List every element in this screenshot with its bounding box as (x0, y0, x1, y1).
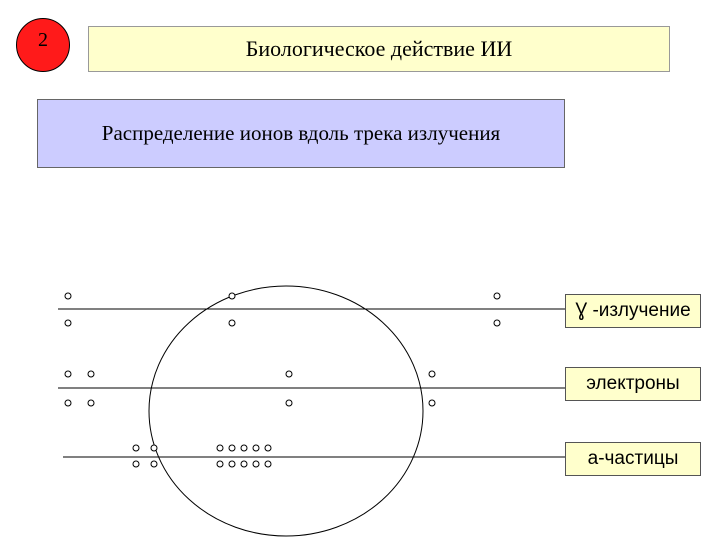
ion-pair-alpha (229, 445, 235, 451)
ion-pair-alpha (133, 445, 139, 451)
cell-circle (149, 286, 423, 536)
slide-title: Биологическое действие ИИ (245, 36, 513, 61)
ion-pair-electrons (429, 400, 435, 406)
ion-pair-gamma (494, 293, 500, 299)
ion-pair-alpha (253, 445, 259, 451)
ion-pair-gamma (65, 320, 71, 326)
ion-pair-gamma (65, 293, 71, 299)
ion-pair-electrons (286, 400, 292, 406)
label-alpha-particles (565, 442, 701, 476)
ion-pair-electrons (286, 371, 292, 377)
ion-pair-alpha (241, 461, 247, 467)
ion-pair-alpha (253, 461, 259, 467)
label-gamma-radiation (565, 294, 701, 328)
ion-pair-alpha (229, 461, 235, 467)
ion-pair-alpha (265, 461, 271, 467)
ion-pair-electrons (88, 400, 94, 406)
ion-pair-electrons (88, 371, 94, 377)
slide-number: 2 (38, 29, 48, 51)
ion-pair-electrons (65, 371, 71, 377)
label-gamma-text: Ɣ -излучение (575, 300, 691, 321)
ion-pair-alpha (151, 461, 157, 467)
ion-pair-gamma (229, 293, 235, 299)
ion-pair-alpha (217, 445, 223, 451)
label-alpha-text: а-частицы (587, 448, 679, 469)
ion-pair-alpha (265, 445, 271, 451)
slide-subtitle: Распределение ионов вдоль трека излучения (101, 121, 501, 145)
ion-pair-alpha (217, 461, 223, 467)
label-electrons-text: электроны (586, 373, 680, 394)
ions-alpha (133, 445, 271, 467)
ion-pair-electrons (65, 400, 71, 406)
label-electrons (565, 367, 701, 401)
ion-pair-alpha (241, 445, 247, 451)
ion-pair-gamma (494, 320, 500, 326)
ion-pair-alpha (151, 445, 157, 451)
ion-pair-alpha (133, 461, 139, 467)
ion-pair-gamma (229, 320, 235, 326)
ion-pair-electrons (429, 371, 435, 377)
